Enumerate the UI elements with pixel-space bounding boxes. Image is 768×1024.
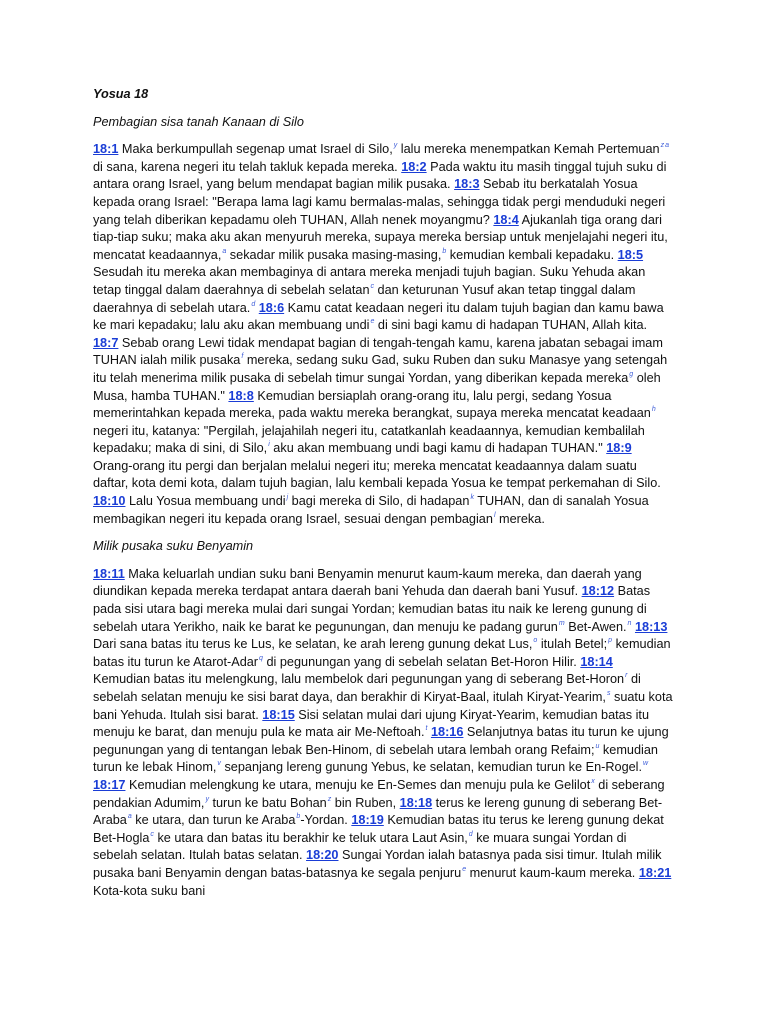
verse-text: Batas pada sisi utara bagi mereka mulai dari sungai Yordan; kemudian batas itu naik ke lereng gunung di sebelah utara Yerikho, naik ke barat ke pegunungan, dan menuju ke padang gurun: [93, 584, 651, 634]
footnote-marker[interactable]: d: [251, 300, 256, 308]
verse-text: Kemudian batas itu melengkung, lalu membelok dari pegunungan yang di seberang Bet-Horon: [93, 672, 625, 687]
chapter-title: Yosua 18: [93, 87, 149, 101]
footnote-marker[interactable]: g: [629, 370, 634, 378]
verse-text: Ajukanlah tiga orang dari tiap-tiap suku; maka aku akan menyuruh mereka, supaya mereka bersiap untuk menjelajahi negeri itu, mencatat keadaannya,: [93, 212, 668, 262]
footnote-marker[interactable]: m: [558, 619, 565, 627]
verse-text: kemudian batas itu turun ke Atarot-Adar: [93, 637, 671, 669]
section-heading-benyamin: Milik pusaka suku Benyamin: [93, 539, 254, 554]
verse-text: ke utara dan batas itu berakhir ke teluk utara Laut Asin,: [153, 830, 468, 845]
verse-link[interactable]: 18:18: [399, 795, 433, 810]
verse-link[interactable]: 18:14: [580, 654, 613, 669]
footnote-marker[interactable]: l: [493, 511, 496, 519]
verse-text: -Yordan.: [300, 813, 352, 828]
verse-text: sekadar milik pusaka masing-masing,: [226, 247, 442, 262]
verse-link[interactable]: 18:15: [262, 707, 295, 722]
footnote-marker[interactable]: u: [595, 742, 600, 750]
verse-link[interactable]: 18:1: [93, 142, 119, 157]
verse-link[interactable]: 18:21: [638, 865, 672, 880]
footnote-marker[interactable]: j: [286, 494, 289, 502]
verse-text: Sisi selatan mulai dari ujung Kiryat-Yearim, kemudian batas itu menuju ke barat, dan menuju pula ke mata air Me-Neftoah.: [93, 707, 650, 740]
footnote-marker[interactable]: t: [425, 725, 428, 733]
verse-text: Kemudian batas itu terus ke lereng gunung dekat Bet-Hogla: [93, 813, 664, 845]
footnote-marker[interactable]: v: [217, 760, 221, 768]
paragraph-18-1-to-18-10: [93, 141, 673, 528]
verse-link[interactable]: 18:12: [581, 584, 615, 599]
footnote-marker[interactable]: e: [370, 318, 375, 326]
verse-text: mereka.: [495, 511, 545, 526]
verse-text: Sesudah itu mereka akan membaginya di antara mereka menjadi tujuh bagian. Suku Yehuda akan tetap tinggal dalam daerahnya di sebelah selatan: [93, 265, 646, 297]
verse-text: terus ke lereng gunung di seberang Bet-Araba: [93, 795, 663, 828]
verse-text: Kemudian melengkung ke utara, menuju ke En-Semes dan menuju pula ke Gelilot: [125, 777, 591, 792]
verse-text: Selanjutnya batas itu turun ke ujung pegunungan yang di tentangan lebak Ben-Hinom, di sebelah utara lembah orang Refaim;: [93, 725, 669, 757]
verse-link[interactable]: 18:17: [93, 777, 126, 792]
verse-link[interactable]: 18:9: [606, 441, 632, 456]
verse-text: itulah Betel;: [537, 637, 608, 652]
verse-text: ke utara, dan turun ke Araba: [131, 813, 296, 828]
footnote-marker[interactable]: k: [470, 494, 474, 502]
verse-text: Orang-orang itu pergi dan berjalan melalui negeri itu; mereka mencatat keadaannya dalam suatu daftar, kota demi kota, dalam tujuh bagian, lalu kembali kepada Yosua ke tempat perkemahan di Silo.: [93, 458, 661, 491]
footnote-marker[interactable]: a: [222, 247, 227, 255]
footnote-marker[interactable]: y: [205, 795, 209, 803]
verse-text: Sebab orang Lewi tidak mendapat bagian di tengah-tengah kamu, karena jabatan sebagai imam TUHAN ialah milik pusaka: [93, 335, 663, 368]
verse-text: negeri itu, katanya: "Pergilah, jelajahilah negeri itu, catatkanlah keadaannya, kemudian kembalilah kepadaku; maka di sini, di Silo,: [93, 423, 645, 456]
document-page: [93, 86, 673, 910]
verse-link[interactable]: 18:13: [634, 619, 668, 634]
footnote-marker[interactable]: d: [468, 830, 473, 838]
verse-link[interactable]: 18:3: [454, 177, 480, 192]
verse-text: di seberang pendakian Adumim,: [93, 777, 665, 810]
verse-text: oleh Musa, hamba TUHAN.": [93, 370, 661, 403]
verse-link[interactable]: 18:4: [493, 212, 519, 227]
verse-text: di sana, karena negeri itu telah takluk kepada mereka.: [93, 159, 402, 174]
verse-link[interactable]: 18:10: [93, 494, 126, 509]
verse-text: di sini bagi kamu di hadapan TUHAN, Allah kita.: [374, 318, 648, 333]
verse-text: dan keturunan Yusuf akan tetap tinggal dalam daerahnya di sebelah utara.: [93, 282, 636, 315]
verse-link[interactable]: 18:8: [228, 388, 254, 403]
verse-text: Dari sana batas itu terus ke Lus, ke selatan, ke arah lereng gunung dekat Lus,: [93, 637, 533, 652]
verse-text: menurut kaum-kaum mereka.: [466, 865, 639, 880]
footnote-marker[interactable]: h: [651, 406, 656, 414]
verse-text: Kemudian bersiaplah orang-orang itu, lalu pergi, sedang Yosua memerintahkan kepada mereka, pada waktu mereka berangkat, supaya mereka mencatat keadaan: [93, 388, 651, 421]
verse-text: di sebelah selatan menuju ke sisi barat daya, dan berakhir di Kiryat-Baal, itulah Kiryat-Yearim,: [93, 672, 641, 704]
verse-text: kemudian turun ke lebak Hinom,: [93, 742, 658, 775]
verse-text: Sungai Yordan ialah batasnya pada sisi timur. Itulah milik pusaka bani Benyamin dengan batas-batasnya ke segala penjuru: [93, 848, 662, 880]
verse-text: bin Ruben,: [331, 795, 400, 810]
verse-text: bagi mereka di Silo, di hadapan: [288, 494, 470, 509]
verse-text: Pada waktu itu masih tinggal tujuh suku di antara orang Israel, yang belum mendapat bagian milik pusaka.: [93, 159, 667, 192]
verse-text: Bet-Awen.: [564, 619, 627, 634]
verse-link[interactable]: 18:7: [93, 335, 119, 350]
footnote-marker[interactable]: w: [643, 760, 649, 768]
footnote-marker[interactable]: i: [268, 441, 270, 449]
verse-text: Lalu Yosua membuang undi: [125, 494, 286, 509]
footnote-marker[interactable]: y: [393, 142, 398, 150]
verse-link[interactable]: 18:5: [617, 247, 644, 262]
verse-link[interactable]: 18:19: [351, 813, 384, 828]
verse-link[interactable]: 18:6: [258, 300, 285, 315]
footnote-marker[interactable]: b: [296, 813, 301, 821]
verse-text: ke muara sungai Yordan di sebelah selatan. Itulah batas selatan.: [93, 830, 627, 863]
footnote-marker[interactable]: a: [665, 142, 669, 150]
verse-link[interactable]: 18:20: [306, 848, 339, 863]
verse-text: lalu mereka menempatkan Kemah Pertemuan: [397, 142, 660, 157]
verse-text: aku akan membuang undi bagi kamu di hadapan TUHAN.": [269, 441, 607, 456]
footnote-marker[interactable]: o: [533, 637, 538, 645]
footnote-marker[interactable]: z: [660, 142, 665, 150]
footnote-marker[interactable]: f: [241, 353, 244, 361]
verse-text: sepanjang lereng gunung Yebus, ke selatan, kemudian turun ke En-Rogel.: [220, 760, 643, 775]
footnote-marker[interactable]: a: [127, 813, 132, 821]
footnote-marker[interactable]: x: [591, 777, 595, 785]
verse-link[interactable]: 18:16: [430, 725, 464, 740]
footnote-marker[interactable]: b: [442, 247, 447, 255]
verse-text: Maka keluarlah undian suku bani Benyamin menurut kaum-kaum mereka, dan daerah yang diundikan kepada mereka terdapat antara daerah bani Yehuda dan daerah bani Yusuf.: [93, 566, 642, 599]
verse-text: Kamu catat keadaan negeri itu dalam tujuh bagian dan kamu bawa ke mari kepadaku; lalu aku akan membuang undi: [93, 300, 664, 333]
verse-text: Maka berkumpullah segenap umat Israel di Silo,: [118, 142, 393, 157]
verse-link[interactable]: 18:11: [93, 566, 125, 581]
verse-text: di pegunungan yang di sebelah selatan Bet-Horon Hilir.: [262, 654, 581, 669]
verse-text: mereka, sedang suku Gad, suku Ruben dan suku Manasye yang setengah itu telah menerima milik pusaka di sebelah timur sungai Yordan, yang diberikan kepada mereka: [93, 353, 668, 385]
paragraph-18-11-to-18-21: [93, 566, 673, 900]
footnote-marker[interactable]: s: [606, 690, 611, 697]
verse-text: TUHAN, dan di sanalah Yosua membagikan negeri itu kepada orang Israel, sesuai dengan pembagian: [93, 494, 649, 526]
verse-text: turun ke batu Bohan: [208, 795, 327, 810]
verse-link[interactable]: 18:2: [401, 159, 427, 174]
section-heading-pembagian: Pembagian sisa tanah Kanaan di Silo: [93, 114, 304, 129]
footnote-marker[interactable]: r: [625, 672, 628, 680]
footnote-marker[interactable]: c: [150, 830, 154, 838]
footnote-marker[interactable]: n: [627, 619, 632, 627]
footnote-marker[interactable]: z: [327, 795, 332, 803]
footnote-marker[interactable]: e: [462, 865, 467, 873]
verse-text: Kota-kota suku bani: [93, 883, 206, 898]
verse-text: Sebab itu berkatalah Yosua kepada orang Israel: "Berapa lama lagi kamu bermalas-malas, sehingga tidak pergi menduduki negeri yang telah diberikan kepadamu oleh TUHAN, Allah nenek moyangmu?: [93, 177, 666, 227]
footnote-marker[interactable]: c: [370, 282, 375, 290]
verse-text: suatu kota bani Yehuda. Itulah sisi barat.: [93, 690, 673, 722]
footnote-marker[interactable]: p: [608, 637, 613, 645]
verse-text: kemudian kembali kepadaku.: [446, 247, 618, 262]
footnote-marker[interactable]: q: [259, 654, 263, 662]
